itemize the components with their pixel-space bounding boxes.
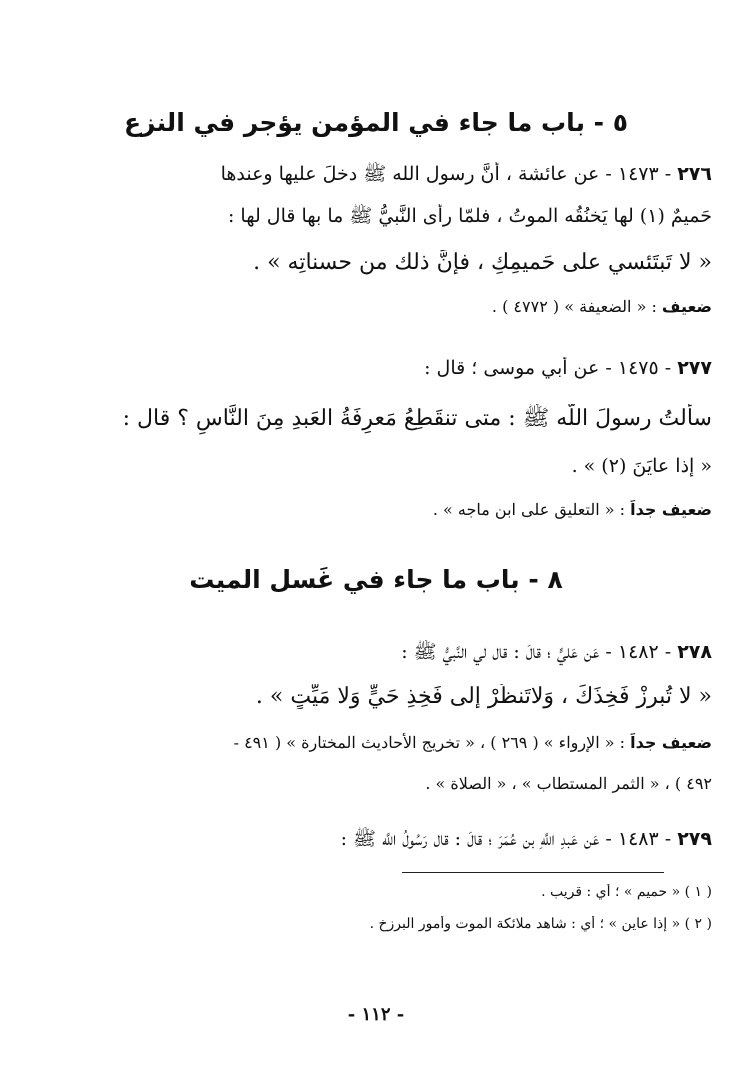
hadith-279-line-1 [40, 827, 712, 855]
section-heading-5: ٥ - باب ما جاء في المؤمن يؤجر في النزع [123, 108, 629, 137]
hadith-number: ٢٧٩ [677, 828, 712, 850]
hadith-number: ٢٧٨ [677, 641, 712, 663]
hadith-number: ٢٧٦ [677, 163, 712, 185]
hadith-277-line-2: سألتُ رسولَ اللَّه ﷺ : متى تنقَطِعُ مَعرِفَةُ العَبدِ مِنَ النَّاسِ ؟ قال : [122, 406, 712, 431]
hadith-278-grade-1 [40, 733, 712, 752]
hadith-number: ٢٧٧ [677, 357, 712, 379]
grade-label: ضعيف جداً [630, 500, 712, 519]
grade-label: ضعيف [661, 297, 712, 316]
grade-source: : « التعليق على ابن ماجه » . [432, 500, 631, 519]
hadith-text: - ١٤٧٥ - عن أبي موسى ؛ قال : [424, 357, 678, 379]
grade-source: : « الإرواء » ( ٢٦٩ ) ، « تخريج الأحاديث المختارة » ( ٤٩١ - [233, 733, 631, 752]
hadith-278-quote: « لا تُبرِزْ فَخِذَكَ ، وَلاتَنظُرْ إلى فَخِذِ حَيٍّ وَلا مَيِّتٍ » . [255, 684, 712, 709]
hadith-277-line-3: « إذا عايَنَ (٢) » . [571, 455, 712, 477]
page-number: - ١١٢ - [347, 1004, 405, 1025]
hadith-277-line-1 [40, 357, 712, 379]
hadith-text: - ١٤٨٢ - عَن عَليٍّ ؛ قالَ : قال لي النَّبيُّ ﷺ : [401, 641, 678, 663]
hadith-276-line-2: حَميمٌ (١) لها يَخنُقُه الموتُ ، فلمّا رأى النَّبيُّ ﷺ ما بها قال لها : [227, 205, 712, 227]
footnote-2: ( ٢ ) « إذا عاين » ؛ أي : شاهد ملائكة الموت وأمور البرزخ . [369, 916, 712, 932]
grade-label: ضعيف جداً [630, 733, 712, 752]
hadith-276-quote: « لا تَبتَئسي على حَميمِكِ ، فإنَّ ذلك من حسناتِه » . [253, 250, 712, 275]
hadith-text: - ١٤٨٣ - عَن عَبدِ اللَّهِ بن عُمَرَ ؛ قالَ : قال رَسُولُ اللَّه ﷺ : [340, 828, 678, 850]
hadith-277-grade [40, 500, 712, 519]
section-heading-8: ٨ - باب ما جاء في غَسل الميت [189, 565, 563, 594]
hadith-text: - ١٤٧٣ - عن عائشة ، أنَّ رسول الله ﷺ دخلَ عليها وعندها [220, 163, 678, 185]
book-page [40, 0, 712, 1088]
hadith-278-grade-2: ٤٩٢ ) ، « الثمر المستطاب » ، « الصلاة » . [425, 774, 712, 793]
hadith-278-line-1 [40, 640, 712, 668]
hadith-276-grade [40, 297, 712, 316]
footnote-1: ( ١ ) « حميم » ؛ أي : قريب . [541, 884, 712, 900]
hadith-276-line-1 [40, 162, 712, 190]
footnote-divider [402, 872, 664, 873]
grade-source: : « الضعيفة » ( ٤٧٧٢ ) . [491, 297, 662, 316]
